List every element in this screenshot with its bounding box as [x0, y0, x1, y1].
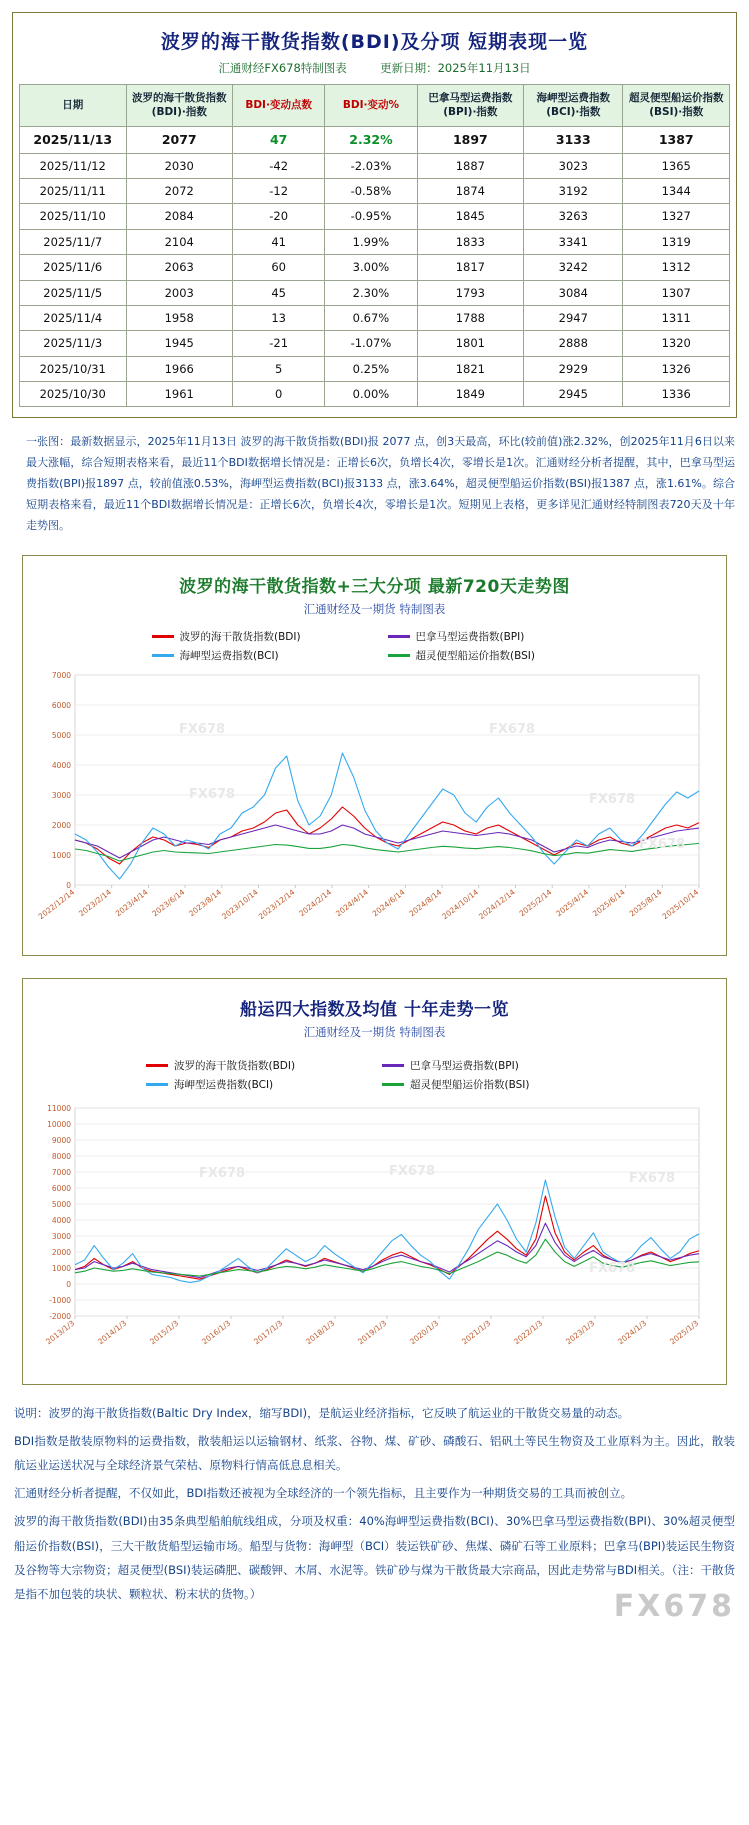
bpi-cell: 1817 — [417, 255, 524, 280]
svg-text:2000: 2000 — [51, 1247, 71, 1257]
chart-10y-subtitle: 汇通财经及一期货 特制图表 — [303, 1024, 446, 1039]
bdi-change-pct-cell: 3.00% — [325, 255, 417, 280]
table-subtitle-left: 汇通财经FX678特制图表 — [218, 61, 347, 75]
svg-text:2025/6/14: 2025/6/14 — [590, 887, 627, 919]
table-row — [20, 179, 730, 204]
svg-text:2019/1/3: 2019/1/3 — [356, 1318, 389, 1347]
bsi-cell: 1327 — [623, 204, 730, 229]
date-cell: 2025/11/7 — [20, 229, 127, 254]
svg-text:2025/8/14: 2025/8/14 — [627, 887, 664, 919]
bdi-change-pct-cell: -1.07% — [325, 331, 417, 356]
date-cell: 2025/11/10 — [20, 204, 127, 229]
date-cell: 2025/11/13 — [20, 127, 127, 154]
bdi-cell: 1958 — [126, 305, 233, 330]
table-subtitle — [19, 56, 730, 84]
chart-10y-title: 船运四大指数及均值 十年走势一览 — [240, 999, 509, 1020]
table-row — [20, 331, 730, 356]
bdi-change-pct-cell: 2.32% — [325, 127, 417, 154]
svg-text:2024/4/14: 2024/4/14 — [334, 887, 370, 919]
bci-cell: 2888 — [524, 331, 623, 356]
svg-text:2023/10/14: 2023/10/14 — [220, 887, 260, 922]
bdi-table — [19, 84, 730, 407]
svg-text:2024/1/3: 2024/1/3 — [616, 1318, 649, 1347]
svg-text:1000: 1000 — [51, 1263, 71, 1273]
bdi-change-pct-cell: 1.99% — [325, 229, 417, 254]
bpi-cell: 1833 — [417, 229, 524, 254]
chart-10y-plot: -2000 -1000 0 1000 2000 3000 4000 5000 6000 7000 8000 9000 10000 11000 2013/1/3 2014/1/3 2015/1/3 2016/1/3 2017/1/3 2018/1/3 2019/1/3 2020/1/3 2021/1/3 2022/1/3 2023/1/3 2024/1/3 2025/1/3 波罗的海干散货指数(BDI) 巴拿马型运费指数(BPI) 海岬型运费指数(BCI) 超灵便型船运价指数(BSI) FX678 FX678 FX678 FX678 — [29, 1046, 720, 1376]
bdi-cell: 1966 — [126, 356, 233, 381]
bci-cell: 3133 — [524, 127, 623, 154]
bdi-change-pct-cell: 0.67% — [325, 305, 417, 330]
chart-720d-card — [22, 555, 727, 956]
bdi-change-pct-cell: 0.00% — [325, 382, 417, 407]
bdi-change-pct-cell: -2.03% — [325, 153, 417, 178]
bdi-change-cell: -42 — [233, 153, 325, 178]
legend-item-bpi: 巴拿马型运费指数(BPI) — [388, 629, 598, 644]
svg-text:6000: 6000 — [51, 1183, 71, 1193]
bdi-change-cell: 13 — [233, 305, 325, 330]
svg-text:2014/1/3: 2014/1/3 — [96, 1318, 129, 1347]
bdi-change-cell: 0 — [233, 382, 325, 407]
bci-cell: 2945 — [524, 382, 623, 407]
bdi-change-cell: 41 — [233, 229, 325, 254]
svg-text:6000: 6000 — [51, 700, 71, 710]
table-row — [20, 255, 730, 280]
col-bci: 海岬型运费指数(BCI)·指数 — [524, 85, 623, 127]
bci-cell: 3084 — [524, 280, 623, 305]
svg-text:-1000: -1000 — [49, 1295, 71, 1305]
bsi-cell: 1365 — [623, 153, 730, 178]
bdi-change-pct-cell: -0.58% — [325, 179, 417, 204]
table-row — [20, 356, 730, 381]
bsi-cell: 1387 — [623, 127, 730, 154]
bdi-change-cell: 47 — [233, 127, 325, 154]
svg-text:2025/1/3: 2025/1/3 — [668, 1318, 701, 1347]
table-row — [20, 382, 730, 407]
table-title: 波罗的海干散货指数(BDI)及分项 短期表现一览 — [160, 31, 589, 53]
bdi-cell: 1945 — [126, 331, 233, 356]
chart-720d-plot: 0 1000 2000 3000 4000 5000 6000 7000 2022/12/14 2023/2/14 2023/4/14 2023/6/14 2023/8/14 2023/10/14 2023/12/14 2024/2/14 2024/4/14 2024/6/14 2024/8/14 2024/10/14 2024/12/14 2025/2/14 2025/4/14 2025/6/14 2025/8/14 2025/10/14 FX678 FX678 FX678 FX678 FX678 — [36, 670, 701, 922]
chart-720d-legend — [29, 623, 720, 667]
svg-text:2024/8/14: 2024/8/14 — [407, 887, 444, 919]
legend-item-bdi-2: 波罗的海干散货指数(BDI) — [146, 1058, 356, 1073]
legend-item-bsi-2: 超灵便型船运价指数(BSI) — [382, 1077, 592, 1092]
svg-text:2017/1/3: 2017/1/3 — [252, 1318, 285, 1347]
bdi-change-cell: -12 — [233, 179, 325, 204]
bpi-cell: 1849 — [417, 382, 524, 407]
svg-text:4000: 4000 — [51, 760, 71, 770]
bdi-cell: 1961 — [126, 382, 233, 407]
legend-item-bpi-2: 巴拿马型运费指数(BPI) — [382, 1058, 592, 1073]
col-bdi-change: BDI·变动点数 — [233, 85, 325, 127]
bsi-cell: 1307 — [623, 280, 730, 305]
legend-item-bsi: 超灵便型船运价指数(BSI) — [388, 648, 598, 663]
table-subtitle-right: 更新日期：2025年11月13日 — [380, 61, 531, 75]
svg-text:2023/2/14: 2023/2/14 — [77, 887, 113, 919]
legend-item-bci-2: 海岬型运费指数(BCI) — [146, 1077, 356, 1092]
svg-text:11000: 11000 — [47, 1103, 71, 1113]
table-row — [20, 280, 730, 305]
bdi-change-cell: -20 — [233, 204, 325, 229]
svg-text:9000: 9000 — [51, 1135, 71, 1145]
svg-text:2018/1/3: 2018/1/3 — [304, 1318, 337, 1347]
col-bsi: 超灵便型船运价指数(BSI)·指数 — [623, 85, 730, 127]
bci-cell: 3023 — [524, 153, 623, 178]
svg-text:2020/1/3: 2020/1/3 — [408, 1318, 441, 1347]
bci-cell: 3242 — [524, 255, 623, 280]
bdi-table-card — [12, 12, 737, 418]
legend-item-bdi: 波罗的海干散货指数(BDI) — [152, 629, 362, 644]
bdi-cell: 2072 — [126, 179, 233, 204]
bpi-cell: 1887 — [417, 153, 524, 178]
bdi-cell: 2077 — [126, 127, 233, 154]
svg-text:2025/4/14: 2025/4/14 — [554, 887, 591, 919]
table-row — [20, 305, 730, 330]
bdi-cell: 2003 — [126, 280, 233, 305]
footer-line-2: BDI指数是散装原物料的运费指数，散装船运以运输钢材、纸浆、谷物、煤、矿砂、磷酸石、铝矾土等民生物资及工业原料为主。因此，散装航运业运送状况与全球经济景气荣枯、原物料行情高低息息相关。 — [14, 1433, 735, 1473]
col-bdi-change-pct: BDI·变动% — [325, 85, 417, 127]
date-cell: 2025/11/11 — [20, 179, 127, 204]
svg-text:2022/12/14: 2022/12/14 — [36, 887, 77, 922]
svg-text:2013/1/3: 2013/1/3 — [44, 1318, 77, 1347]
bpi-cell: 1897 — [417, 127, 524, 154]
footer-line-1: 说明：波罗的海干散货指数(Baltic Dry Index，缩写BDI)，是航运业经济指标，它反映了航运业的干散货交易量的动态。 — [14, 1405, 630, 1420]
date-cell: 2025/11/3 — [20, 331, 127, 356]
svg-text:2023/4/14: 2023/4/14 — [113, 887, 150, 919]
col-date: 日期 — [20, 85, 127, 127]
bdi-cell: 2030 — [126, 153, 233, 178]
bdi-change-pct-cell: 0.25% — [325, 356, 417, 381]
svg-text:2022/1/3: 2022/1/3 — [512, 1318, 545, 1347]
bci-cell: 3263 — [524, 204, 623, 229]
footer-description — [0, 1385, 749, 1640]
bsi-cell: 1320 — [623, 331, 730, 356]
bpi-cell: 1801 — [417, 331, 524, 356]
svg-text:2024/12/14: 2024/12/14 — [477, 887, 517, 922]
table-header-row — [20, 85, 730, 127]
svg-text:2023/12/14: 2023/12/14 — [256, 887, 297, 922]
bsi-cell: 1312 — [623, 255, 730, 280]
bci-cell: 2947 — [524, 305, 623, 330]
bdi-cell: 2084 — [126, 204, 233, 229]
footer-line-4: 波罗的海干散货指数(BDI)由35条典型船舶航线组成，分项及权重：40%海岬型运费指数(BCI)、30%巴拿马型运费指数(BPI)、30%超灵便型船运价指数(BSI)，三大干散货船型运输市场。船型与货物：海岬型（BCI）装运铁矿砂、焦煤、磷矿石等工业原料；巴拿马(BPI)装运民生物资及谷物等大宗物资；超灵便型(BSI)装运磷肥、碳酸钾、木屑、水泥等。铁矿砂与煤为干散货最大宗商品，因此走势常与BDI相关。（注：干散货是指不加包装的块状、颗粒状、粉末状的货物。） — [14, 1514, 735, 1601]
bdi-change-cell: 45 — [233, 280, 325, 305]
svg-text:2025/10/14: 2025/10/14 — [660, 887, 701, 922]
chart-720d-title: 波罗的海干散货指数+三大分项 最新720天走势图 — [179, 576, 570, 597]
chart-10y-card — [22, 978, 727, 1385]
bpi-cell: 1845 — [417, 204, 524, 229]
svg-text:2024/10/14: 2024/10/14 — [440, 887, 480, 922]
svg-text:2024/2/14: 2024/2/14 — [297, 887, 334, 919]
legend-item-bci: 海岬型运费指数(BCI) — [152, 648, 362, 663]
svg-text:4000: 4000 — [51, 1215, 71, 1225]
svg-text:0: 0 — [66, 1279, 71, 1289]
bsi-cell: 1319 — [623, 229, 730, 254]
bdi-change-cell: 60 — [233, 255, 325, 280]
footer-line-3: 汇通财经分析者提醒，不仅如此，BDI指数还被视为全球经济的一个领先指标，且主要作为一种期货交易的工具而被创立。 — [14, 1486, 633, 1501]
bsi-cell: 1344 — [623, 179, 730, 204]
table-row — [20, 127, 730, 154]
table-row — [20, 153, 730, 178]
date-cell: 2025/11/12 — [20, 153, 127, 178]
svg-text:3000: 3000 — [51, 790, 71, 800]
bci-cell: 3192 — [524, 179, 623, 204]
svg-text:5000: 5000 — [51, 730, 71, 740]
bdi-change-pct-cell: 2.30% — [325, 280, 417, 305]
svg-text:7000: 7000 — [51, 1167, 71, 1177]
date-cell: 2025/11/6 — [20, 255, 127, 280]
table-row — [20, 229, 730, 254]
svg-text:2024/6/14: 2024/6/14 — [370, 887, 407, 919]
bpi-cell: 1793 — [417, 280, 524, 305]
svg-text:0: 0 — [66, 880, 71, 890]
bci-cell: 3341 — [524, 229, 623, 254]
bpi-cell: 1821 — [417, 356, 524, 381]
svg-text:2016/1/3: 2016/1/3 — [200, 1318, 233, 1347]
bci-cell: 2929 — [524, 356, 623, 381]
summary-note: 一张图：最新数据显示，2025年11月13日 波罗的海干散货指数(BDI)报 2077 点，创3天最高，环比(较前值)涨2.32%，创2025年11月6日以来最大涨幅，综合短期表格来看，最近11个BDI数据增长情况是：正增长6次，负增长4次，零增长是1次。汇通财经分析者提醒，其中，巴拿马型运费指数(BPI)报1897 点，较前值涨0.53%，海岬型运费指数(BCI)报3133 点，涨3.64%，超灵便型船运价指数(BSI)报1387 点，涨1.61%。综合短期表格来看，最近11个BDI数据增长情况是：正增长6次，负增长4次，零增长是1次。短期见上表格，更多详见汇通财经特制图表720天及十年走势图。 — [26, 435, 735, 532]
bdi-change-cell: 5 — [233, 356, 325, 381]
bdi-cell: 2104 — [126, 229, 233, 254]
svg-text:7000: 7000 — [51, 670, 71, 680]
date-cell: 2025/11/5 — [20, 280, 127, 305]
col-bdi: 波罗的海干散货指数(BDI)·指数 — [126, 85, 233, 127]
svg-text:2023/8/14: 2023/8/14 — [187, 887, 224, 919]
svg-text:8000: 8000 — [51, 1151, 71, 1161]
date-cell: 2025/11/4 — [20, 305, 127, 330]
svg-text:3000: 3000 — [51, 1231, 71, 1241]
table-body — [20, 127, 730, 407]
svg-text:5000: 5000 — [51, 1199, 71, 1209]
bsi-cell: 1311 — [623, 305, 730, 330]
date-cell: 2025/10/30 — [20, 382, 127, 407]
date-cell: 2025/10/31 — [20, 356, 127, 381]
svg-text:2023/6/14: 2023/6/14 — [150, 887, 187, 919]
svg-text:2021/1/3: 2021/1/3 — [460, 1318, 493, 1347]
table-row — [20, 204, 730, 229]
bdi-change-pct-cell: -0.95% — [325, 204, 417, 229]
svg-text:2015/1/3: 2015/1/3 — [148, 1318, 181, 1347]
bdi-cell: 2063 — [126, 255, 233, 280]
col-bpi: 巴拿马型运费指数(BPI)·指数 — [417, 85, 524, 127]
chart-10y-legend — [89, 1052, 649, 1096]
bpi-cell: 1874 — [417, 179, 524, 204]
svg-text:2000: 2000 — [51, 820, 71, 830]
footer-watermark: FX678 — [613, 1588, 735, 1624]
bpi-cell: 1788 — [417, 305, 524, 330]
bsi-cell: 1336 — [623, 382, 730, 407]
svg-text:2025/2/14: 2025/2/14 — [517, 887, 554, 919]
svg-text:1000: 1000 — [51, 850, 71, 860]
svg-text:2023/1/3: 2023/1/3 — [564, 1318, 597, 1347]
bsi-cell: 1326 — [623, 356, 730, 381]
chart-720d-subtitle: 汇通财经及一期货 特制图表 — [303, 601, 446, 616]
bdi-change-cell: -21 — [233, 331, 325, 356]
svg-text:-2000: -2000 — [49, 1311, 71, 1321]
svg-text:10000: 10000 — [47, 1119, 71, 1129]
